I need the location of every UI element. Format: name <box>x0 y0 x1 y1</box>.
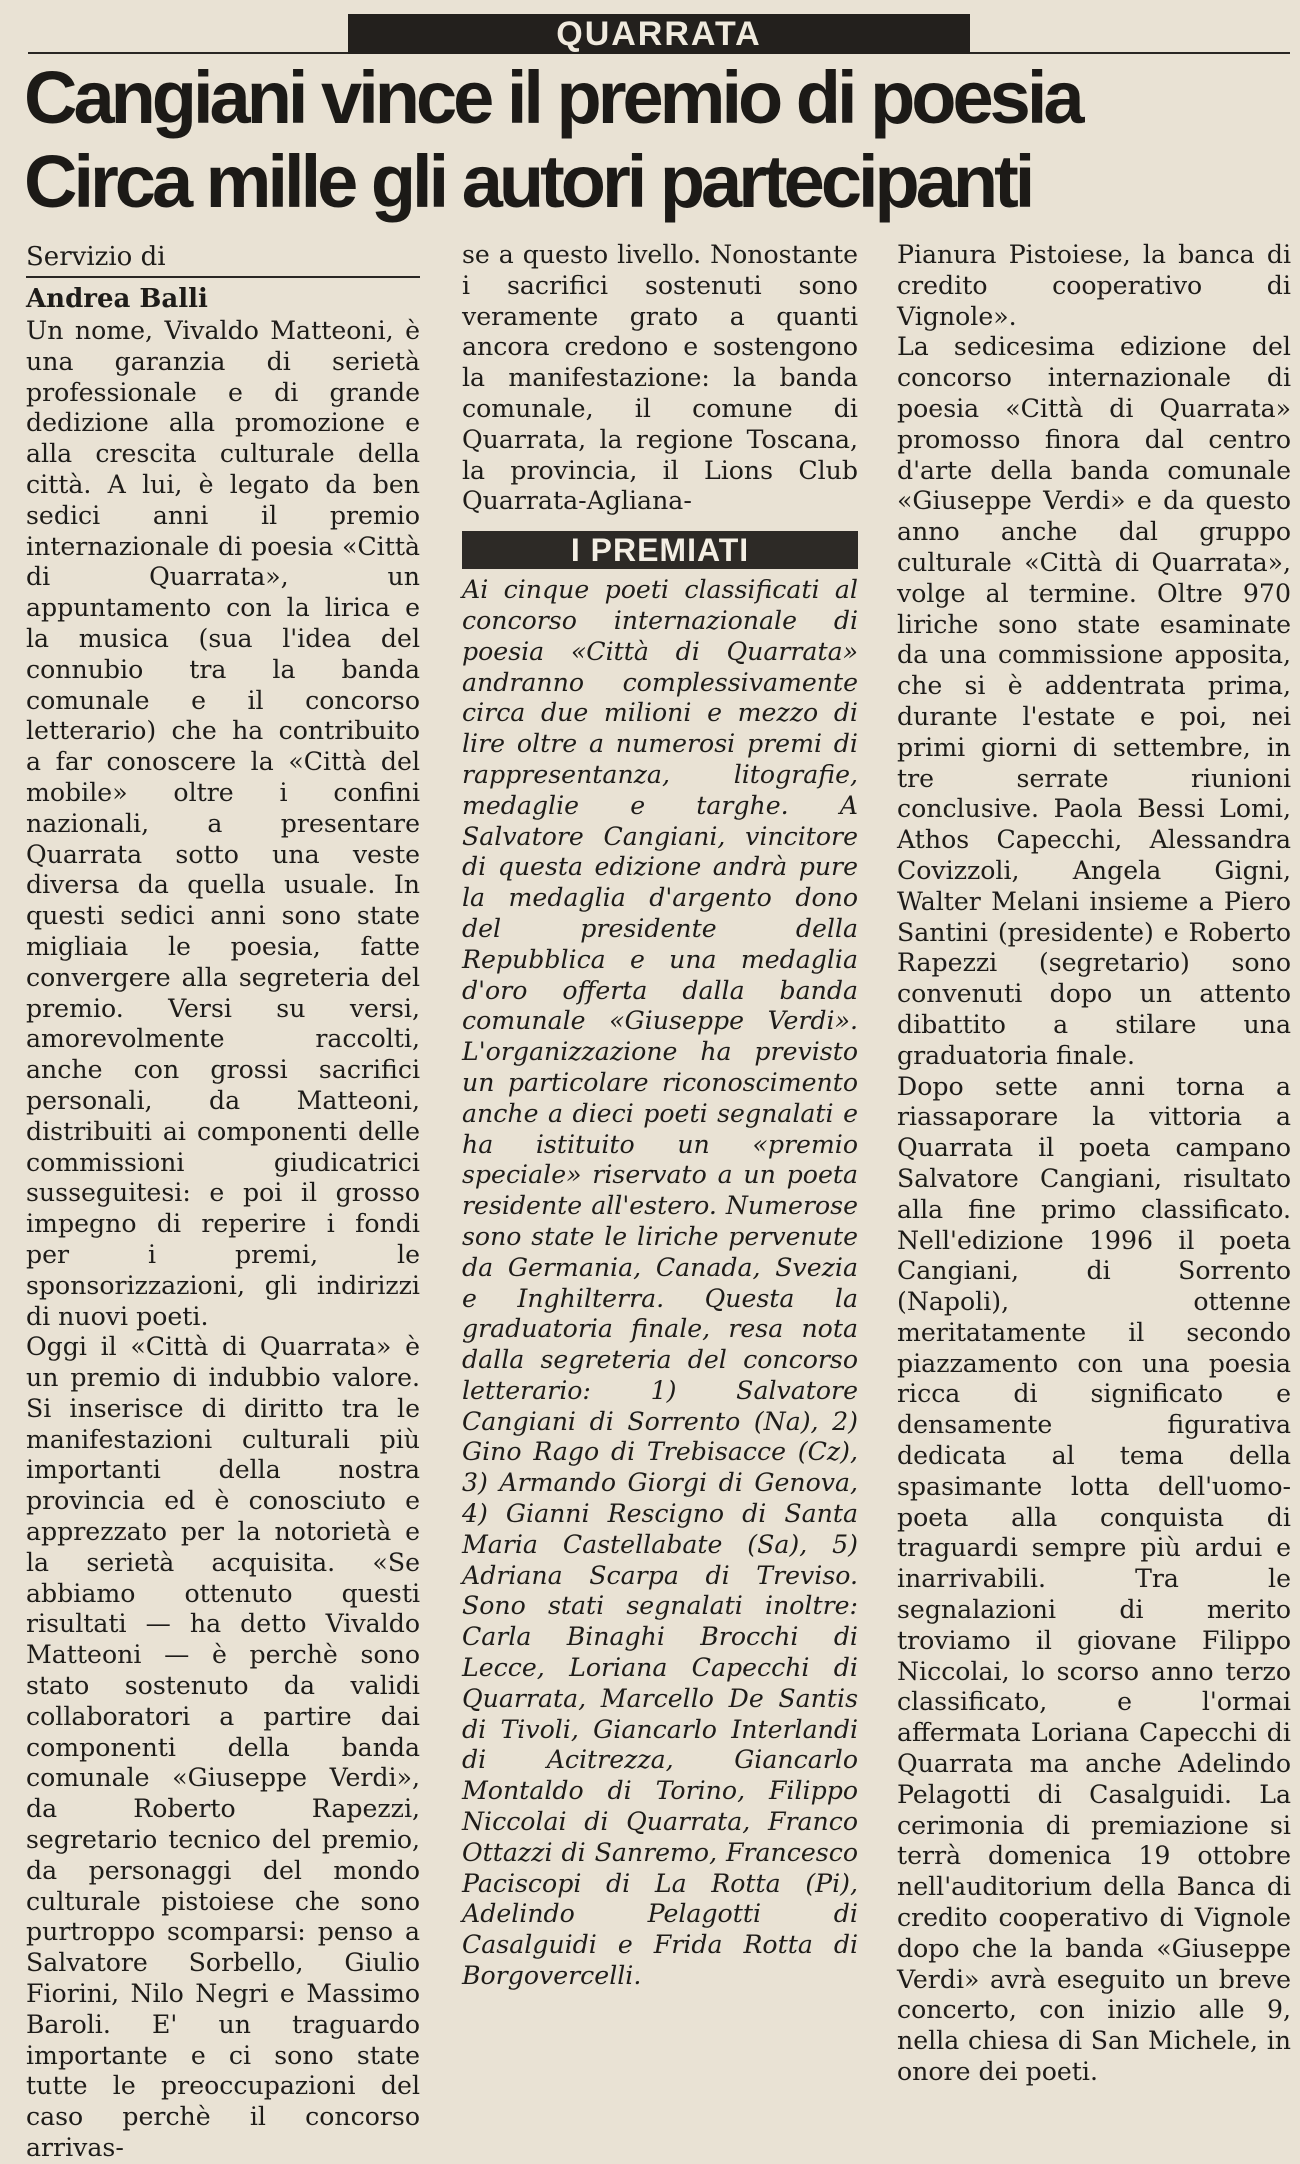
winners-box-text: Ai cinque poeti classificati al concorso internazionale di poesia «Città di Quarrata» andranno complessivamente circa due milioni e mezzo di lire oltre a numerosi premi di rappresentanza, litografie, medaglie e targhe. A Salvatore Cangiani, vincitore di questa edizione andrà pure la medaglia d'argento dono del presidente della Repubblica e una medaglia d'oro offerta dalla banda comunale «Giuseppe Verdi». L'organizzazione ha previsto un particolare riconoscimento anche a dieci poeti segnalati e ha istituito un «premio speciale» riservato a un poeta residente all'estero. Numerose sono state le liriche pervenute da Germania, Canada, Svezia e Inghilterra. Questa la graduatoria finale, resa nota dalla segreteria del concorso letterario: 1) Salvatore Cangiani di Sorrento (Na), 2) Gino Rago di Trebisacce (Cz), 3) Armando Giorgi di Genova, 4) Gianni Rescigno di Santa Maria Castellabate (Sa), 5) Adriana Scarpa di Treviso. Sono stati segnalati inoltre: Carla Binaghi Brocchi di Lecce, Loriana Capecchi di Quarrata, Marcello De Santis di Tivoli, Giancarlo Interlandi di Acitrezza, Giancarlo Montaldo di Torino, Filippo Niccolai di Quarrata, Franco Ottazzi di Sanremo, Francesco Paciscopi di La Rotta (Pi), Adelindo Pelagotti di Casalguidi e Frida Rotta di Borgovercelli. <box>462 575 858 1991</box>
section-tag: QUARRATA <box>348 14 970 54</box>
paragraph: Pianura Pistoiese, la banca di credito cooperativo di Vignole». <box>897 240 1291 331</box>
headline-line-2: Circa mille gli autori partecipanti <box>24 140 1032 223</box>
article-column-2 <box>462 240 858 1992</box>
paragraph: Oggi il «Città di Quarrata» è un premio di indubbio valore. Si inserisce di diritto tra le manifestazioni culturali più importanti della nostra provincia ed è conosciuto e apprezzato per la notorietà e la serietà acquisita. «Se abbiamo ottenuto questi risultati — ha detto Vivaldo Matteoni — è perchè sono stato sostenuto da validi collaboratori a partire dai componenti della banda comunale «Giuseppe Verdi», da Roberto Rapezzi, segretario tecnico del premio, da personaggi del mondo culturale pistoiese che sono purtroppo scomparsi: penso a Salvatore Sorbello, Giulio Fiorini, Nilo Negri e Massimo Baroli. E' un traguardo importante e ci sono state tutte le preoccupazioni del caso perchè il concorso arrivas- <box>26 1332 420 2163</box>
headline-line-1: Cangiani vince il premio di poesia <box>24 56 1081 139</box>
winners-box-title: I PREMIATI <box>462 531 858 569</box>
paragraph: se a questo livello. Nonostante i sacrifici sostenuti sono veramente grato a quanti ancora credono e sostengono la manifestazione: la banda comunale, il comune di Quarrata, la regione Toscana, la provincia, il Lions Club Quarrata-Agliana- <box>462 240 858 516</box>
paragraph: Dopo sette anni torna a riassaporare la vittoria a Quarrata il poeta campano Salvatore Cangiani, risultato alla fine primo classificato. Nell'edizione 1996 il poeta Cangiani, di Sorrento (Napoli), ottenne meritatamente il secondo piazzamento con una poesia ricca di significato e densamente figurativa dedicata al tema della spasimante lotta dell'uomo-poeta alla conquista di traguardi sempre più ardui e inarrivabili. Tra le segnalazioni di merito troviamo il giovane Filippo Niccolai, lo scorso anno terzo classificato, e l'ormai affermata Loriana Capecchi di Quarrata ma anche Adelindo Pelagotti di Casalguidi. La cerimonia di premiazione si terrà domenica 19 ottobre nell'auditorium della Banca di credito cooperativo di Vignole dopo che la banda «Giuseppe Verdi» avrà eseguito un breve concerto, con inizio alle 9, nella chiesa di San Michele, in onore dei poeti. <box>897 1071 1291 2087</box>
byline-rule <box>26 276 420 278</box>
article-column-1 <box>26 240 420 2164</box>
paragraph: Un nome, Vivaldo Matteoni, è una garanzia di serietà professionale e di grande dedizione alla promozione e alla crescita culturale della città. A lui, è legato da ben sedici anni il premio internazionale di poesia «Città di Quarrata», un appuntamento con la lirica e la musica (sua l'idea del connubio tra la banda comunale e il concorso letterario) che ha contribuito a far conoscere la «Città del mobile» oltre i confini nazionali, a presentare Quarrata sotto una veste diversa da quella usuale. In questi sedici anni sono state migliaia le poesia, fatte convergere alla segreteria del premio. Versi su versi, amorevolmente raccolti, anche con grossi sacrifici personali, da Matteoni, distribuiti ai componenti delle commissioni giudicatrici susseguitesi: e poi il grosso impegno di reperire i fondi per i premi, le sponsorizzazioni, gli indirizzi di nuovi poeti. <box>26 316 420 1331</box>
byline-label: Servizio di <box>26 242 166 272</box>
headline <box>24 56 1284 224</box>
article-column-3 <box>897 240 1291 2088</box>
byline-author: Andrea Balli <box>26 284 208 314</box>
paragraph: La sedicesima edizione del concorso internazionale di poesia «Città di Quarrata» promosso finora dal centro d'arte della banda comunale «Giuseppe Verdi» e da questo anno anche dal gruppo culturale «Città di Quarrata», volge al termine. Oltre 970 liriche sono state esaminate da una commissione apposita, che si è addentrata prima, durante l'estate e poi, nei primi giorni di settembre, in tre serrate riunioni conclusive. Paola Bessi Lomi, Athos Capecchi, Alessandra Covizzoli, Angela Gigni, Walter Melani insieme a Piero Santini (presidente) e Roberto Rapezzi (segretario) sono convenuti dopo un attento dibattito a stilare una graduatoria finale. <box>897 332 1291 1070</box>
